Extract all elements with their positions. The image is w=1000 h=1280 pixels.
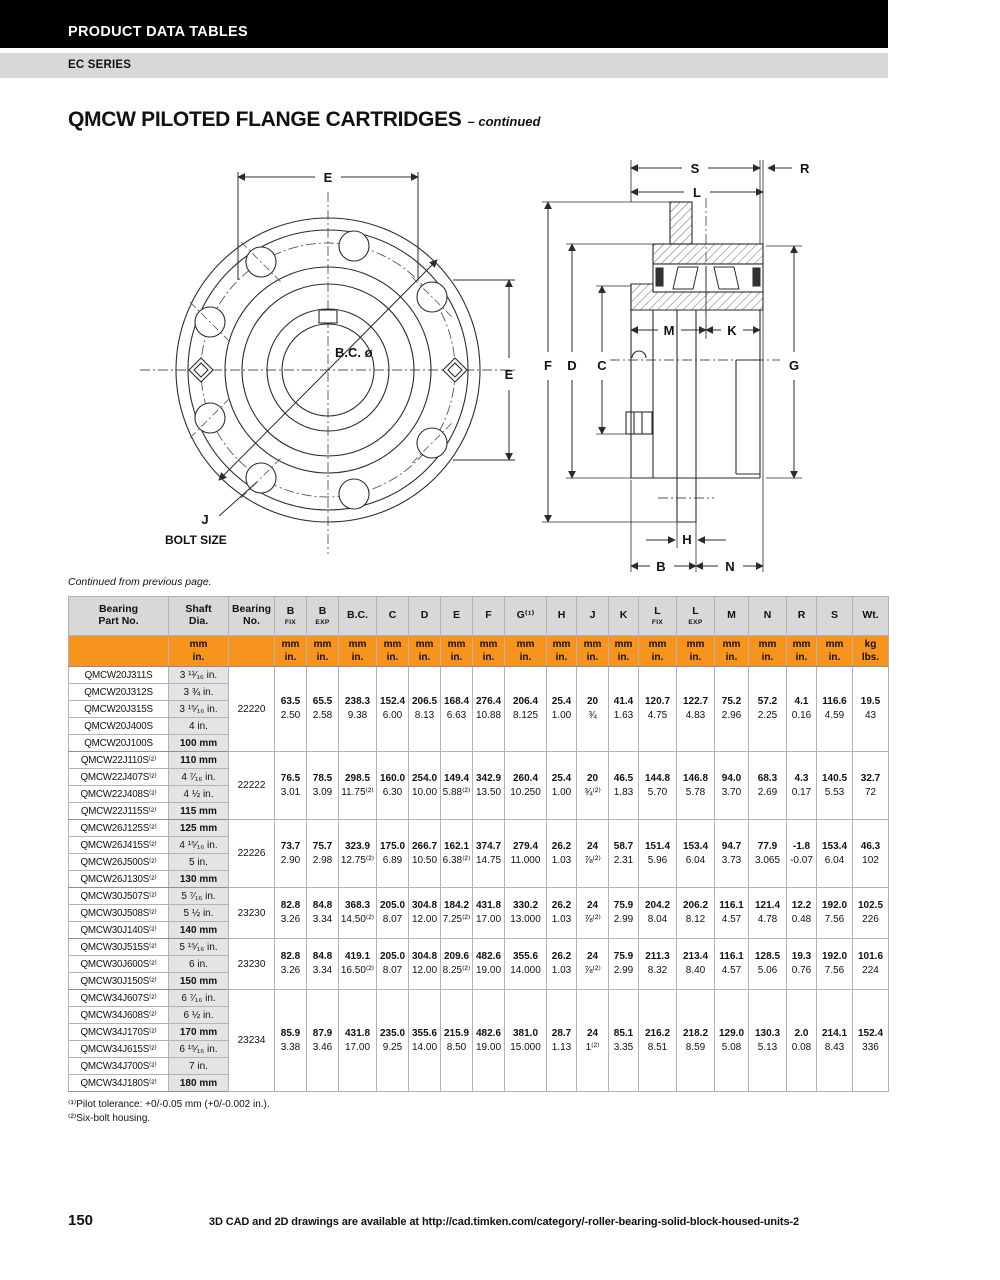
column-header: C — [377, 597, 409, 636]
value-cell: 323.9 12.75⁽²⁾ — [339, 820, 377, 888]
column-header: D — [409, 597, 441, 636]
value-cell: 175.0 6.89 — [377, 820, 409, 888]
shaft-dia-cell: 4 in. — [169, 718, 229, 735]
page-title-main: QMCW PILOTED FLANGE CARTRIDGES — [68, 108, 462, 131]
unit-cell: mm in. — [639, 636, 677, 667]
value-cell: 84.8 3.34 — [307, 939, 339, 990]
part-number-cell: QMCW22J408S⁽²⁾ — [69, 786, 169, 803]
value-cell: 431.8 17.00 — [339, 990, 377, 1092]
value-cell: 368.3 14.50⁽²⁾ — [339, 888, 377, 939]
value-cell: 4.3 0.17 — [787, 752, 817, 820]
part-number-cell: QMCW26J415S⁽²⁾ — [69, 837, 169, 854]
value-cell: 75.2 2.96 — [715, 667, 749, 752]
dim-label-s: S — [690, 161, 700, 176]
part-number-cell: QMCW34J170S⁽²⁾ — [69, 1024, 169, 1041]
dim-label-r: R — [800, 161, 810, 176]
shaft-dia-cell: 6 in. — [169, 956, 229, 973]
part-number-cell: QMCW30J515S⁽²⁾ — [69, 939, 169, 956]
value-cell: 206.2 8.12 — [677, 888, 715, 939]
value-cell: 20 ¾ — [577, 667, 609, 752]
shaft-dia-cell: 5 ½ in. — [169, 905, 229, 922]
shaft-dia-cell: 3 ¹¹⁄₁₆ in. — [169, 667, 229, 684]
value-cell: 41.4 1.63 — [609, 667, 639, 752]
column-header: Wt. — [853, 597, 889, 636]
dim-label-m: M — [663, 323, 675, 338]
value-cell: 76.5 3.01 — [275, 752, 307, 820]
value-cell: 12.2 0.48 — [787, 888, 817, 939]
value-cell: 122.7 4.83 — [677, 667, 715, 752]
part-number-cell: QMCW20J311S — [69, 667, 169, 684]
table-row — [69, 888, 889, 905]
value-cell: 209.6 8.25⁽²⁾ — [441, 939, 473, 990]
value-cell: 25.4 1.00 — [547, 752, 577, 820]
value-cell: 26.2 1.03 — [547, 888, 577, 939]
value-cell: 28.7 1.13 — [547, 990, 577, 1092]
page-title-continued: – continued — [467, 114, 541, 129]
unit-cell — [69, 636, 169, 667]
value-cell: 211.3 8.32 — [639, 939, 677, 990]
table-row — [69, 667, 889, 684]
dim-label-h: H — [682, 532, 692, 547]
unit-cell: mm in. — [749, 636, 787, 667]
part-number-cell: QMCW30J150S⁽²⁾ — [69, 973, 169, 990]
column-header: B EXP — [307, 597, 339, 636]
value-cell: 116.1 4.57 — [715, 939, 749, 990]
unit-cell: mm in. — [787, 636, 817, 667]
part-number-cell: QMCW34J615S⁽²⁾ — [69, 1041, 169, 1058]
shaft-dia-cell: 5 in. — [169, 854, 229, 871]
value-cell: 26.2 1.03 — [547, 820, 577, 888]
value-cell: 213.4 8.40 — [677, 939, 715, 990]
value-cell: 46.5 1.83 — [609, 752, 639, 820]
value-cell: 75.7 2.98 — [307, 820, 339, 888]
header-band-title: PRODUCT DATA TABLES — [68, 24, 248, 40]
part-number-cell: QMCW34J607S⁽²⁾ — [69, 990, 169, 1007]
footnotes — [68, 1098, 270, 1126]
column-header: J — [577, 597, 609, 636]
part-number-cell: QMCW20J100S — [69, 735, 169, 752]
value-cell: 77.9 3.065 — [749, 820, 787, 888]
table-row — [69, 752, 889, 769]
shaft-dia-cell: 6 ¹⁵⁄₁₆ in. — [169, 1041, 229, 1058]
column-header: F — [473, 597, 505, 636]
value-cell: 120.7 4.75 — [639, 667, 677, 752]
value-cell: 2.0 0.08 — [787, 990, 817, 1092]
dim-label-k: K — [727, 323, 737, 338]
dim-label-c: C — [597, 358, 607, 373]
value-cell: 205.0 8.07 — [377, 888, 409, 939]
value-cell: 94.7 3.73 — [715, 820, 749, 888]
value-cell: 206.4 8.125 — [505, 667, 547, 752]
part-number-cell: QMCW22J110S⁽²⁾ — [69, 752, 169, 769]
section-view-diagram — [530, 140, 980, 585]
value-cell: 206.5 8.13 — [409, 667, 441, 752]
table-row — [69, 939, 889, 956]
value-cell: 57.2 2.25 — [749, 667, 787, 752]
shaft-dia-cell: 130 mm — [169, 871, 229, 888]
part-number-cell: QMCW22J407S⁽²⁾ — [69, 769, 169, 786]
value-cell: 304.8 12.00 — [409, 939, 441, 990]
value-cell: 116.1 4.57 — [715, 888, 749, 939]
part-number-cell: QMCW30J507S⁽²⁾ — [69, 888, 169, 905]
value-cell: 266.7 10.50 — [409, 820, 441, 888]
unit-cell: mm in. — [609, 636, 639, 667]
unit-cell: mm in. — [441, 636, 473, 667]
dim-label-n: N — [725, 559, 735, 574]
value-cell: 24 ⅞⁽²⁾ — [577, 820, 609, 888]
value-cell: 238.3 9.38 — [339, 667, 377, 752]
unit-cell: mm in. — [377, 636, 409, 667]
part-number-cell: QMCW26J500S⁽²⁾ — [69, 854, 169, 871]
value-cell: 116.6 4.59 — [817, 667, 853, 752]
series-band — [0, 53, 888, 78]
value-cell: 25.4 1.00 — [547, 667, 577, 752]
table-units-row — [69, 636, 889, 667]
column-header: S — [817, 597, 853, 636]
shaft-dia-cell: 3 ¾ in. — [169, 684, 229, 701]
bearing-no-cell: 23234 — [229, 990, 275, 1092]
value-cell: 65.5 2.58 — [307, 667, 339, 752]
value-cell: 128.5 5.06 — [749, 939, 787, 990]
dim-label-f: F — [544, 358, 552, 373]
value-cell: 482.6 19.00 — [473, 939, 505, 990]
part-number-cell: QMCW30J600S⁽²⁾ — [69, 956, 169, 973]
shaft-dia-cell: 6 ½ in. — [169, 1007, 229, 1024]
value-cell: 330.2 13.000 — [505, 888, 547, 939]
column-header: M — [715, 597, 749, 636]
value-cell: 85.9 3.38 — [275, 990, 307, 1092]
bc-diameter-label: B.C. ø — [335, 345, 373, 360]
table-header-row — [69, 597, 889, 636]
bearing-no-cell: 23230 — [229, 939, 275, 990]
value-cell: 102.5 226 — [853, 888, 889, 939]
unit-cell: mm in. — [505, 636, 547, 667]
series-band-label: EC SERIES — [68, 59, 132, 71]
value-cell: 304.8 12.00 — [409, 888, 441, 939]
column-header: K — [609, 597, 639, 636]
dim-label-e-top: E — [323, 170, 333, 185]
value-cell: 24 ⅞⁽²⁾ — [577, 939, 609, 990]
value-cell: 121.4 4.78 — [749, 888, 787, 939]
value-cell: 153.4 6.04 — [817, 820, 853, 888]
page-number: 150 — [68, 1212, 94, 1229]
shaft-dia-cell: 115 mm — [169, 803, 229, 820]
column-header: L EXP — [677, 597, 715, 636]
table-row — [69, 990, 889, 1007]
shaft-dia-cell: 6 ⁷⁄₁₆ in. — [169, 990, 229, 1007]
value-cell: 73.7 2.90 — [275, 820, 307, 888]
column-header: L FIX — [639, 597, 677, 636]
value-cell: 374.7 14.75 — [473, 820, 505, 888]
value-cell: 235.0 9.25 — [377, 990, 409, 1092]
part-number-cell: QMCW20J400S — [69, 718, 169, 735]
value-cell: 216.2 8.51 — [639, 990, 677, 1092]
value-cell: 152.4 6.00 — [377, 667, 409, 752]
value-cell: 214.1 8.43 — [817, 990, 853, 1092]
value-cell: 129.0 5.08 — [715, 990, 749, 1092]
unit-cell: mm in. — [275, 636, 307, 667]
value-cell: 46.3 102 — [853, 820, 889, 888]
bearing-no-cell: 23230 — [229, 888, 275, 939]
unit-cell: mm in. — [307, 636, 339, 667]
value-cell: 82.8 3.26 — [275, 888, 307, 939]
value-cell: 160.0 6.30 — [377, 752, 409, 820]
value-cell: 82.8 3.26 — [275, 939, 307, 990]
shaft-dia-cell: 110 mm — [169, 752, 229, 769]
shaft-dia-cell: 4 ⁷⁄₁₆ in. — [169, 769, 229, 786]
column-header: N — [749, 597, 787, 636]
dim-label-g: G — [788, 358, 800, 373]
product-data-table — [68, 596, 889, 1092]
value-cell: 20 ¾⁽²⁾ — [577, 752, 609, 820]
shaft-dia-cell: 7 in. — [169, 1058, 229, 1075]
value-cell: 75.9 2.99 — [609, 888, 639, 939]
column-header: B FIX — [275, 597, 307, 636]
value-cell: 75.9 2.99 — [609, 939, 639, 990]
shaft-dia-cell: 125 mm — [169, 820, 229, 837]
value-cell: 32.7 72 — [853, 752, 889, 820]
value-cell: 84.8 3.34 — [307, 888, 339, 939]
bolt-letter-label: J — [201, 512, 209, 527]
value-cell: 192.0 7.56 — [817, 888, 853, 939]
shaft-dia-cell: 150 mm — [169, 973, 229, 990]
value-cell: 162.1 6.38⁽²⁾ — [441, 820, 473, 888]
unit-cell: mm in. — [339, 636, 377, 667]
unit-cell: mm in. — [473, 636, 505, 667]
shaft-dia-cell: 180 mm — [169, 1075, 229, 1092]
shaft-dia-cell: 3 ¹⁵⁄₁₆ in. — [169, 701, 229, 718]
value-cell: 19.3 0.76 — [787, 939, 817, 990]
unit-cell: mm in. — [577, 636, 609, 667]
part-number-cell: QMCW34J180S⁽²⁾ — [69, 1075, 169, 1092]
part-number-cell: QMCW26J125S⁽²⁾ — [69, 820, 169, 837]
value-cell: 58.7 2.31 — [609, 820, 639, 888]
value-cell: 19.5 43 — [853, 667, 889, 752]
cad-availability-note: 3D CAD and 2D drawings are available at http://cad.timken.com/category/-roller-bearing-solid-block-housed-units-2 — [208, 1216, 800, 1228]
value-cell: 146.8 5.78 — [677, 752, 715, 820]
column-header: Bearing No. — [229, 597, 275, 636]
value-cell: 24 1⁽²⁾ — [577, 990, 609, 1092]
value-cell: 355.6 14.000 — [505, 939, 547, 990]
part-number-cell: QMCW34J700S⁽²⁾ — [69, 1058, 169, 1075]
value-cell: 94.0 3.70 — [715, 752, 749, 820]
value-cell: 140.5 5.53 — [817, 752, 853, 820]
value-cell: 26.2 1.03 — [547, 939, 577, 990]
column-header: Shaft Dia. — [169, 597, 229, 636]
value-cell: 419.1 16.50⁽²⁾ — [339, 939, 377, 990]
value-cell: 254.0 10.00 — [409, 752, 441, 820]
unit-cell: mm in. — [817, 636, 853, 667]
value-cell: 87.9 3.46 — [307, 990, 339, 1092]
header-band — [0, 0, 888, 48]
footnote-1: ⁽¹⁾Pilot tolerance: +0/-0.05 mm (+0/-0.002 in.). — [68, 1099, 270, 1110]
column-header: H — [547, 597, 577, 636]
value-cell: 184.2 7.25⁽²⁾ — [441, 888, 473, 939]
column-header: G⁽¹⁾ — [505, 597, 547, 636]
value-cell: 149.4 5.88⁽²⁾ — [441, 752, 473, 820]
value-cell: 204.2 8.04 — [639, 888, 677, 939]
column-header: E — [441, 597, 473, 636]
part-number-cell: QMCW30J140S⁽²⁾ — [69, 922, 169, 939]
bearing-no-cell: 22222 — [229, 752, 275, 820]
dim-label-d: D — [567, 358, 577, 373]
value-cell: 85.1 3.35 — [609, 990, 639, 1092]
shaft-dia-cell: 5 ¹⁵⁄₁₆ in. — [169, 939, 229, 956]
shaft-dia-cell: 170 mm — [169, 1024, 229, 1041]
bearing-no-cell: 22226 — [229, 820, 275, 888]
value-cell: 153.4 6.04 — [677, 820, 715, 888]
shaft-dia-cell: 4 ¹⁵⁄₁₆ in. — [169, 837, 229, 854]
value-cell: 298.5 11.75⁽²⁾ — [339, 752, 377, 820]
value-cell: 192.0 7.56 — [817, 939, 853, 990]
unit-cell — [229, 636, 275, 667]
value-cell: 218.2 8.59 — [677, 990, 715, 1092]
part-number-cell: QMCW20J312S — [69, 684, 169, 701]
column-header: R — [787, 597, 817, 636]
unit-cell: mm in. — [547, 636, 577, 667]
dim-label-l: L — [693, 185, 701, 200]
unit-cell: mm in. — [409, 636, 441, 667]
value-cell: 215.9 8.50 — [441, 990, 473, 1092]
dim-label-e-right: E — [504, 367, 514, 382]
value-cell: 144.8 5.70 — [639, 752, 677, 820]
part-number-cell: QMCW30J508S⁽²⁾ — [69, 905, 169, 922]
value-cell: 63.5 2.50 — [275, 667, 307, 752]
bolt-size-label: BOLT SIZE — [165, 533, 227, 547]
page-title — [68, 108, 540, 132]
footnote-2: ⁽²⁾Six-bolt housing. — [68, 1113, 151, 1124]
bearing-no-cell: 22220 — [229, 667, 275, 752]
unit-cell: kg lbs. — [853, 636, 889, 667]
value-cell: 4.1 0.16 — [787, 667, 817, 752]
value-cell: 205.0 8.07 — [377, 939, 409, 990]
value-cell: 355.6 14.00 — [409, 990, 441, 1092]
value-cell: 168.4 6.63 — [441, 667, 473, 752]
value-cell: 482.6 19.00 — [473, 990, 505, 1092]
value-cell: 276.4 10.88 — [473, 667, 505, 752]
value-cell: 152.4 336 — [853, 990, 889, 1092]
table-row — [69, 820, 889, 837]
unit-cell: mm in. — [169, 636, 229, 667]
shaft-dia-cell: 100 mm — [169, 735, 229, 752]
value-cell: 101.6 224 — [853, 939, 889, 990]
front-view-diagram — [95, 150, 530, 578]
shaft-dia-cell: 140 mm — [169, 922, 229, 939]
value-cell: -1.8 -0.07 — [787, 820, 817, 888]
unit-cell: mm in. — [677, 636, 715, 667]
value-cell: 381.0 15.000 — [505, 990, 547, 1092]
column-header: B.C. — [339, 597, 377, 636]
value-cell: 130.3 5.13 — [749, 990, 787, 1092]
part-number-cell: QMCW26J130S⁽²⁾ — [69, 871, 169, 888]
value-cell: 68.3 2.69 — [749, 752, 787, 820]
value-cell: 24 ⅞⁽²⁾ — [577, 888, 609, 939]
part-number-cell: QMCW20J315S — [69, 701, 169, 718]
part-number-cell: QMCW34J608S⁽²⁾ — [69, 1007, 169, 1024]
dim-label-b: B — [656, 559, 666, 574]
unit-cell: mm in. — [715, 636, 749, 667]
part-number-cell: QMCW22J115S⁽²⁾ — [69, 803, 169, 820]
continued-note: Continued from previous page. — [68, 576, 212, 588]
value-cell: 279.4 11.000 — [505, 820, 547, 888]
shaft-dia-cell: 5 ⁷⁄₁₆ in. — [169, 888, 229, 905]
value-cell: 342.9 13.50 — [473, 752, 505, 820]
shaft-dia-cell: 4 ½ in. — [169, 786, 229, 803]
value-cell: 78.5 3.09 — [307, 752, 339, 820]
value-cell: 431.8 17.00 — [473, 888, 505, 939]
value-cell: 151.4 5.96 — [639, 820, 677, 888]
value-cell: 260.4 10.250 — [505, 752, 547, 820]
column-header: Bearing Part No. — [69, 597, 169, 636]
